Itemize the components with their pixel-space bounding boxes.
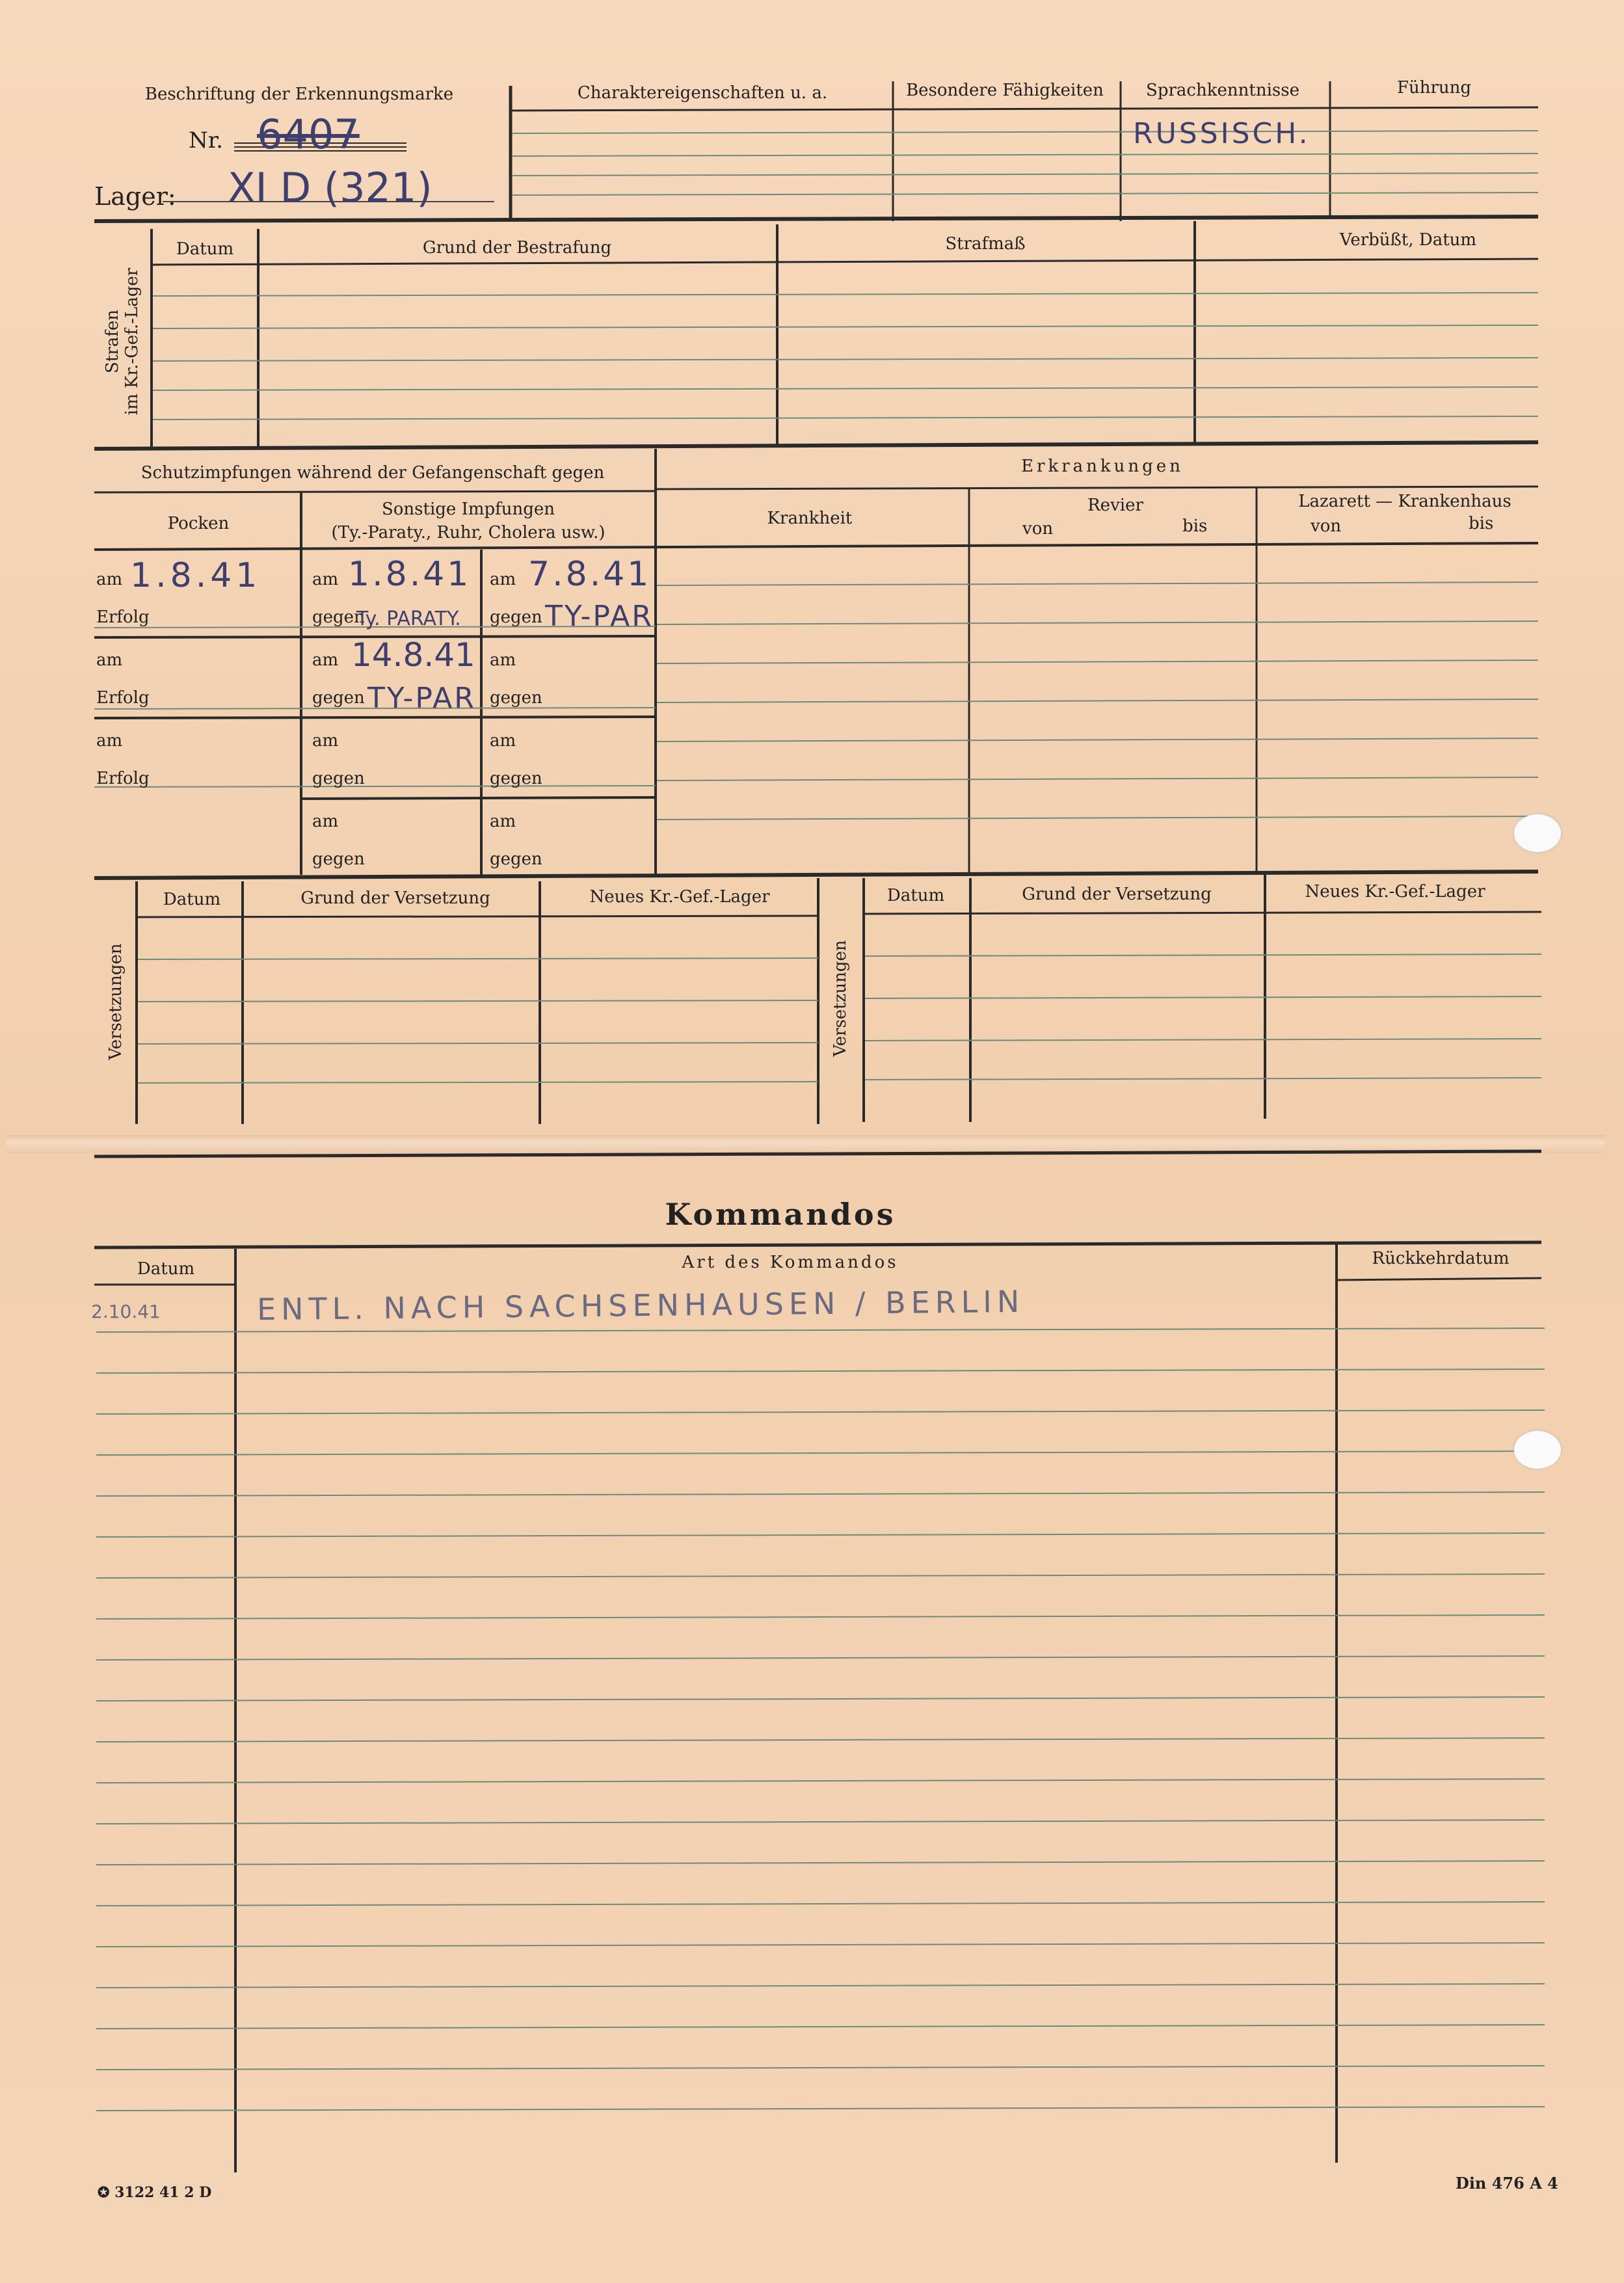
vers-left-col-datum: Datum — [163, 890, 221, 909]
s5-am-label: am — [312, 731, 339, 751]
strafen-col-datum: Datum — [176, 239, 234, 259]
s6-am-label: am — [490, 731, 516, 751]
col-fuehrung: Führung — [1396, 78, 1472, 98]
grid-line — [138, 1043, 818, 1044]
vers-right-col-grund: Grund der Versetzung — [1022, 885, 1212, 904]
grid-line — [96, 1328, 1545, 1332]
grid-line — [865, 996, 1541, 998]
nr-value: 6407 — [257, 111, 360, 158]
grid-line — [1337, 1278, 1541, 1280]
grid-line — [657, 738, 1538, 741]
pocken-erfolg-2: Erfolg — [96, 688, 150, 708]
s2-gegen-label: gegen — [490, 607, 542, 627]
grid-line — [153, 293, 1538, 296]
s3-am-label: am — [312, 650, 339, 670]
grid-line — [138, 1000, 818, 1002]
grid-line — [138, 1082, 818, 1083]
grid-line — [512, 173, 1538, 176]
s4-am-label: am — [490, 650, 516, 670]
grid-line — [94, 717, 656, 718]
lager-value: XI D (321) — [228, 164, 433, 211]
strafen-col-strafmass: Strafmaß — [945, 234, 1026, 254]
col-lazarett: Lazarett — Krankenhaus — [1298, 492, 1511, 511]
grid-line — [94, 872, 1538, 878]
grid-line — [94, 543, 1538, 550]
pocken-am-value: 1.8.41 — [130, 556, 261, 595]
sprachkenntnisse-value: RUSSISCH. — [1133, 117, 1311, 150]
grid-line — [152, 259, 1538, 265]
footer-seal-icon: ✪ — [98, 2184, 115, 2201]
col-krankheit: Krankheit — [767, 509, 853, 528]
vers-left-col-grund: Grund der Versetzung — [300, 888, 490, 908]
grid-line — [137, 916, 818, 917]
s3-am-value: 14.8.41 — [351, 636, 475, 674]
grid-line — [96, 2066, 1545, 2070]
grid-line — [138, 958, 818, 959]
s7-gegen-label: gegen — [312, 849, 365, 869]
kommando-row-1-datum: 2.10.41 — [91, 1301, 161, 1322]
strafen-col-grund: Grund der Bestrafung — [422, 238, 612, 258]
s1-gegen-label: gegen — [312, 607, 365, 627]
col-faehigkeiten: Besondere Fähigkeiten — [906, 81, 1104, 100]
s8-gegen-label: gegen — [490, 849, 542, 869]
s3-gegen-label: gegen — [312, 688, 365, 708]
strafen-col-verbuesst: Verbüßt, Datum — [1339, 230, 1477, 250]
grid-line — [153, 325, 1538, 328]
grid-line — [94, 786, 656, 787]
sonstige-header-1: Sonstige Impfungen — [381, 500, 555, 519]
kommandos-col-rueckkehr: Rückkehrdatum — [1372, 1249, 1510, 1268]
grid-line — [865, 954, 1541, 956]
grid-line — [96, 1779, 1545, 1783]
marke-title: Beschriftung der Erkennungsmarke — [144, 85, 454, 104]
grid-line — [301, 797, 656, 799]
grid-line — [96, 1533, 1545, 1537]
versetzungen-side-label-right: Versetzungen — [831, 940, 850, 1057]
footer-right: Din 476 A 4 — [1456, 2174, 1558, 2193]
grid-line — [96, 1410, 1545, 1414]
grid-line — [656, 487, 1538, 489]
pocken-am-3: am — [96, 731, 123, 751]
grid-line — [512, 193, 1538, 195]
grid-line — [96, 1697, 1545, 1701]
grid-line — [657, 582, 1538, 585]
grid-line — [511, 107, 1538, 111]
s2-am-label: am — [490, 570, 516, 589]
grid-line — [94, 491, 656, 492]
s6-gegen-label: gegen — [490, 769, 542, 788]
erkrankungen-title: Erkrankungen — [1021, 457, 1184, 476]
grid-line — [96, 1656, 1545, 1660]
s2-gegen-value: TY-PAR — [545, 600, 654, 633]
punch-hole-top — [1514, 814, 1561, 852]
grid-line — [96, 1738, 1545, 1742]
grid-line — [96, 1943, 1545, 1947]
grid-line — [96, 1820, 1545, 1824]
grid-line — [94, 1242, 1541, 1248]
kommandos-col-datum: Datum — [137, 1259, 195, 1279]
grid-line — [96, 1451, 1545, 1455]
grid-line — [865, 1039, 1541, 1041]
revier-bis: bis — [1182, 516, 1208, 536]
impfungen-title: Schutzimpfungen während der Gefangenschaft gegen — [140, 463, 605, 483]
grid-line — [657, 699, 1538, 702]
s5-gegen-label: gegen — [312, 769, 365, 788]
pocken-header: Pocken — [167, 514, 230, 533]
s3-gegen-value: TY-PAR — [367, 682, 476, 715]
grid-line — [96, 1615, 1545, 1619]
vers-right-col-lager: Neues Kr.-Gef.-Lager — [1305, 882, 1485, 901]
lazarett-von: von — [1311, 516, 1342, 536]
strafen-side-label-2: im Kr.-Gef.-Lager — [122, 267, 142, 416]
grid-line — [657, 816, 1538, 820]
grid-line — [96, 1492, 1545, 1496]
s2-am-value: 7.8.41 — [528, 555, 652, 594]
grid-line — [657, 660, 1538, 663]
s8-am-label: am — [490, 812, 516, 831]
s1-am-value: 1.8.41 — [348, 555, 472, 594]
lazarett-bis: bis — [1469, 514, 1494, 533]
col-revier: Revier — [1087, 496, 1143, 515]
nr-label: Nr. — [189, 127, 224, 154]
grid-line — [96, 2025, 1545, 2029]
grid-line — [96, 1902, 1545, 1906]
grid-line — [865, 1078, 1541, 1080]
grid-line — [153, 387, 1538, 390]
s7-am-label: am — [312, 812, 339, 831]
lager-label: Lager: — [94, 182, 176, 211]
s1-gegen-value: Ty. PARATY. — [356, 607, 461, 630]
s1-am-label: am — [312, 570, 339, 589]
col-sprachkenntnisse: Sprachkenntnisse — [1146, 81, 1299, 100]
grid-line — [512, 154, 1538, 156]
pocken-am-1: am — [96, 570, 123, 589]
grid-line — [153, 416, 1538, 420]
strafen-side-label-1: Strafen — [103, 310, 122, 373]
pocken-erfolg-1: Erfolg — [96, 607, 150, 627]
grid-line — [94, 217, 1538, 221]
grid-line — [96, 2107, 1545, 2111]
punch-hole-bottom — [1514, 1431, 1561, 1469]
versetzungen-side-label-left: Versetzungen — [106, 943, 126, 1060]
grid-line — [512, 131, 1538, 133]
grid-line — [96, 1861, 1545, 1865]
grid-line — [153, 358, 1538, 361]
kommandos-col-art: Art des Kommandos — [682, 1253, 899, 1272]
col-charakter: Charaktereigenschaften u. a. — [577, 83, 828, 103]
grid-line — [657, 621, 1538, 624]
grid-line — [94, 1151, 1541, 1156]
grid-line — [864, 912, 1541, 914]
footer-left-text: 3122 41 2 D — [114, 2184, 212, 2201]
grid-line — [657, 777, 1538, 781]
revier-von: von — [1022, 519, 1054, 539]
strafen-side-label — [103, 268, 142, 415]
grid-line — [96, 1369, 1545, 1373]
sonstige-header-2: (Ty.-Paraty., Ruhr, Cholera usw.) — [331, 523, 606, 542]
grid-line — [96, 1984, 1545, 1988]
footer-left — [98, 2184, 211, 2201]
grid-line — [96, 1574, 1545, 1578]
grid-line — [94, 442, 1538, 449]
kommando-row-1-art: ENTL. NACH SACHSENHAUSEN / BERLIN — [256, 1283, 1025, 1328]
vers-left-col-lager: Neues Kr.-Gef.-Lager — [589, 887, 770, 907]
vers-right-col-datum: Datum — [886, 886, 945, 905]
pocken-erfolg-3: Erfolg — [96, 769, 150, 788]
pocken-am-2: am — [96, 650, 123, 670]
kommandos-title: Kommandos — [665, 1197, 896, 1232]
s4-gegen-label: gegen — [490, 688, 542, 708]
